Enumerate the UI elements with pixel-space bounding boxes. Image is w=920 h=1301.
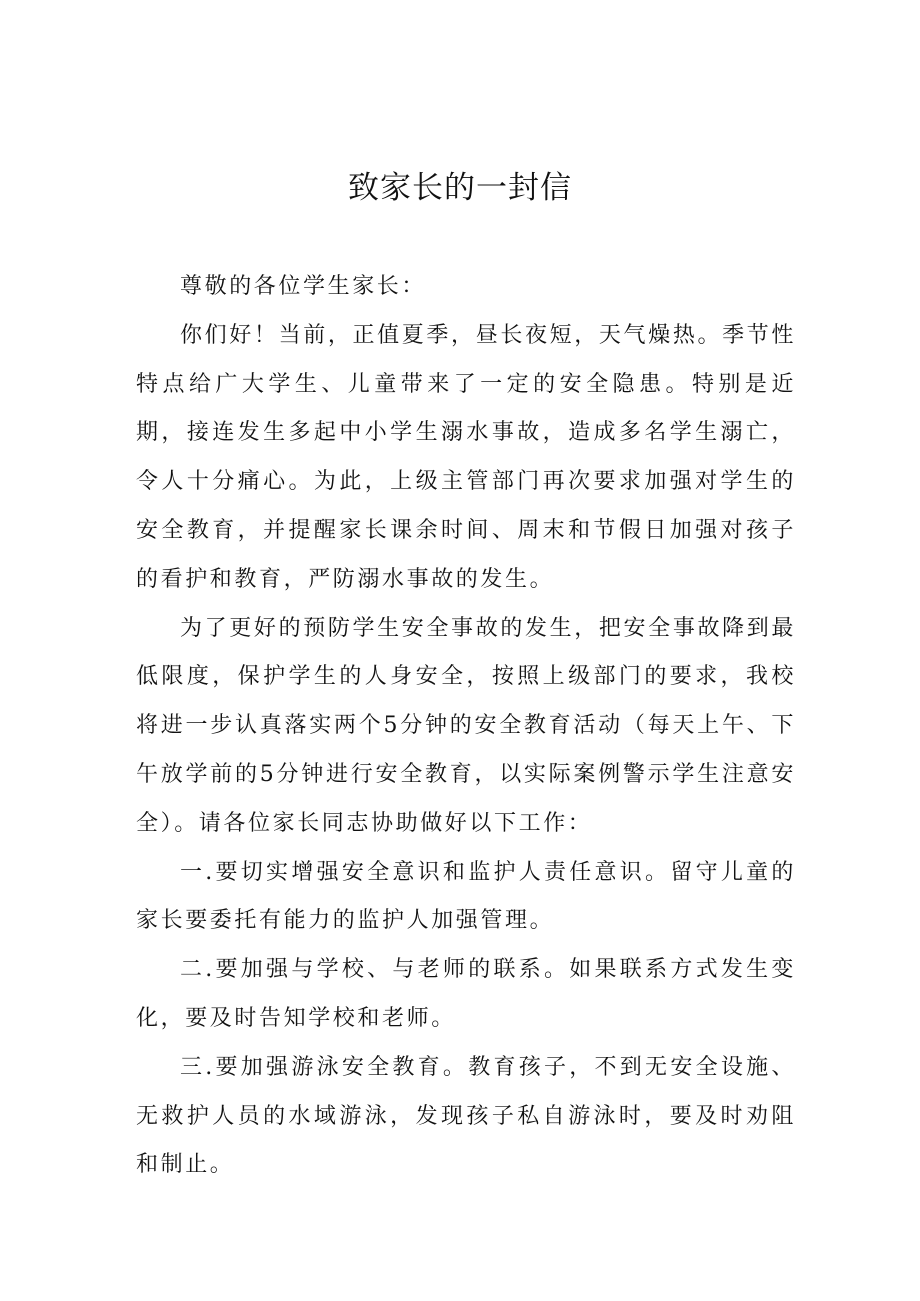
- paragraph-item-two: 二.要加强与学校、与老师的联系。如果联系方式发生变化，要及时告知学校和老师。: [136, 957, 796, 1031]
- letter-title: 致家长的一封信: [348, 170, 572, 206]
- paragraph-item-three: 三.要加强游泳安全教育。教育孩子，不到无安全设施、无救护人员的水域游泳，发现孩子私自游泳时，要及时劝阻和制止。: [136, 1054, 796, 1178]
- letter-body: [136, 263, 796, 1190]
- paragraph-school-measures: 为了更好的预防学生安全事故的发生，把安全事故降到最低限度，保护学生的人身安全，按照上级部门的要求，我校将进一步认真落实两个5分钟的安全教育活动（每天上午、下午放学前的5分钟进行安全教育，以实际案例警示学生注意安全）。请各位家长同志协助做好以下工作：: [136, 615, 796, 836]
- salutation: 尊敬的各位学生家长：: [180, 274, 427, 299]
- paragraph-greeting: 你们好！当前，正值夏季，昼长夜短，天气燥热。季节性特点给广大学生、儿童带来了一定的安全隐患。特别是近期，接连发生多起中小学生溺水事故，造成多名学生溺亡，令人十分痛心。为此，上级主管部门再次要求加强对学生的安全教育，并提醒家长课余时间、周末和节假日加强对孩子的看护和教育，严防溺水事故的发生。: [136, 322, 796, 592]
- paragraph-item-one: 一.要切实增强安全意识和监护人责任意识。留守儿童的家长要委托有能力的监护人加强管理。: [136, 859, 796, 934]
